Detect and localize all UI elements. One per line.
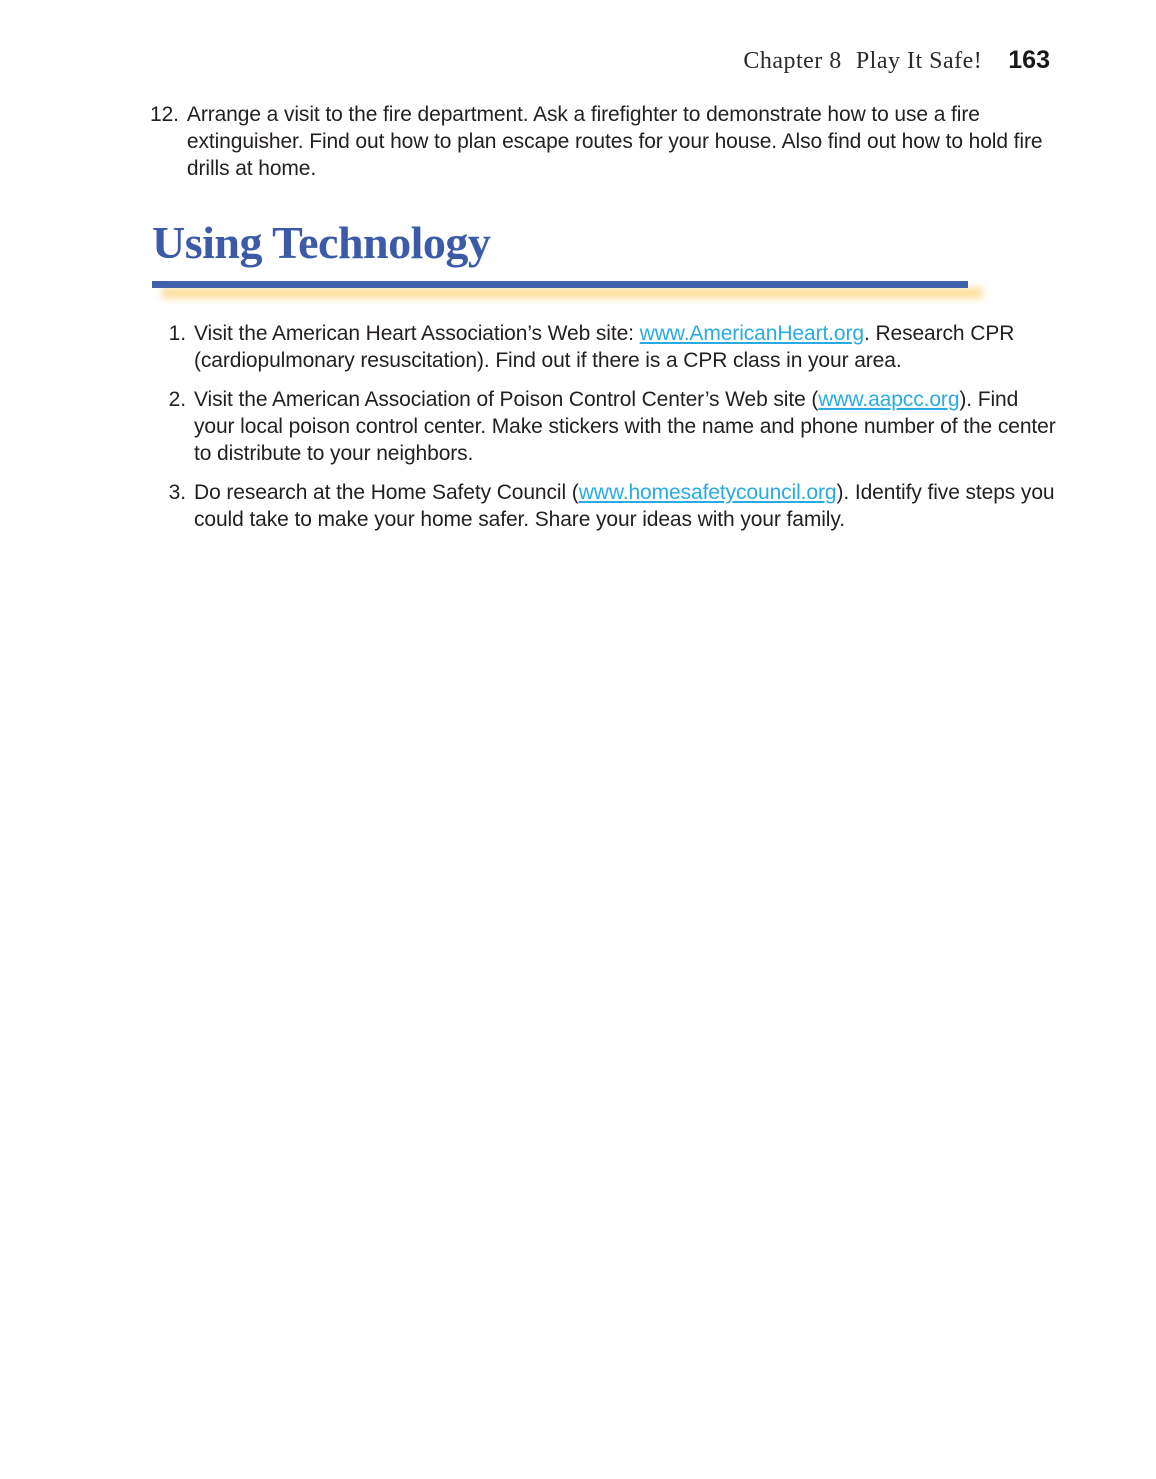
- item-text: [194, 320, 1062, 374]
- home-safety-council-link[interactable]: www.homesafetycouncil.org: [578, 481, 837, 504]
- american-heart-link[interactable]: www.AmericanHeart.org: [639, 322, 864, 345]
- heading-rule-glow: [162, 288, 982, 298]
- chapter-title: Play It Safe!: [855, 48, 983, 74]
- heading-rule-bar: [152, 281, 968, 288]
- item-text: Arrange a visit to the fire department. Ask a firefighter to demonstrate how to use a fire extinguisher. Find out how to plan escape routes for your house. Also find out how to hold fire drills at home.: [186, 103, 1043, 180]
- item-number: 3.: [168, 481, 186, 504]
- item-text-before: Do research at the Home Safety Council (: [194, 481, 579, 504]
- running-head: [743, 46, 1050, 75]
- activity-item-12: [150, 101, 1062, 182]
- section-heading: Using Technology: [152, 217, 491, 268]
- chapter-label: Chapter 8: [743, 48, 842, 74]
- list-item: [160, 320, 1080, 374]
- item-number: 12.: [150, 103, 179, 126]
- heading-rule: [152, 281, 970, 289]
- item-text-before: Visit the American Association of Poison Control Center’s Web site (: [194, 388, 819, 411]
- list-item: [160, 386, 1080, 467]
- aapcc-link[interactable]: www.aapcc.org: [818, 388, 960, 411]
- item-text-after: ). Find your local poison control center. Make stickers with the name and phone number of the center to distribute to your neighbors.: [194, 388, 1056, 465]
- item-text-before: Visit the American Heart Association’s Web site:: [194, 322, 640, 345]
- item-text: [194, 386, 1062, 467]
- item-text: [194, 479, 1062, 533]
- item-text-after: ). Identify five steps you could take to make your home safer. Share your ideas with your family.: [194, 481, 1055, 531]
- item-text-after: . Research CPR (cardiopulmonary resuscitation). Find out if there is a CPR class in your area.: [194, 322, 1015, 372]
- list-item: [160, 479, 1080, 533]
- item-number: 2.: [168, 388, 186, 411]
- technology-activity-list: [160, 320, 1080, 545]
- item-number: 1.: [168, 322, 186, 345]
- page-number: 163: [1008, 46, 1050, 74]
